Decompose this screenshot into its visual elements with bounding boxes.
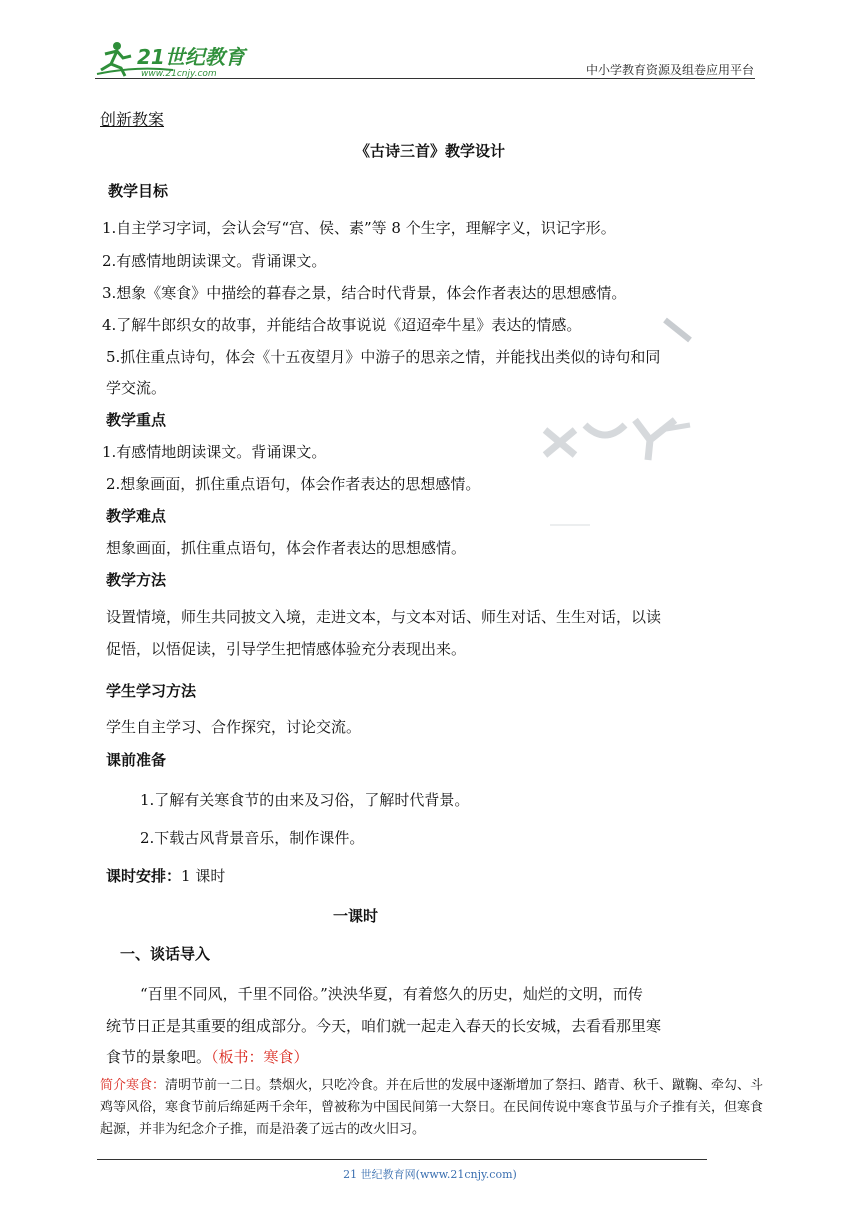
difficulty-heading: 教学难点	[106, 507, 167, 525]
part1-text-line: 统节日正是其重要的组成部分。今天，咱们就一起走入春天的长安城，去看看那里寒	[106, 1017, 662, 1035]
logo-url: www.21cnjy.com	[141, 69, 217, 79]
footer-link[interactable]: 21 世纪教育网(www.21cnjy.com)	[343, 1168, 517, 1181]
intro-note	[100, 1075, 770, 1141]
key-points-heading: 教学重点	[106, 411, 167, 429]
part1-text-line: “百里不同风，千里不同俗。”泱泱华夏，有着悠久的历史，灿烂的文明，而传	[140, 985, 643, 1003]
prep-item: 2.下载古风背景音乐，制作课件。	[140, 829, 365, 847]
document-title: 《古诗三首》教学设计	[354, 142, 505, 160]
student-method-heading: 学生学习方法	[106, 682, 197, 700]
method-text-line: 促悟，以悟促读，引导学生把情感体验充分表现出来。	[106, 640, 467, 658]
header-divider	[95, 78, 755, 79]
platform-name: 中小学教育资源及组卷应用平台	[585, 63, 754, 77]
logo-text: 21世纪教育	[137, 45, 245, 69]
footer-divider	[97, 1159, 707, 1160]
lesson-title: 一课时	[333, 907, 379, 925]
student-method-text: 学生自主学习、合作探究，讨论交流。	[106, 718, 362, 736]
section-tag: 创新教案	[100, 110, 165, 129]
key-point-item: 1.有感情地朗读课文。背诵课文。	[102, 443, 327, 461]
board-note: （板书：寒食）	[211, 1048, 309, 1066]
method-text-line: 设置情境，师生共同披文入境，走进文本，与文本对话、师生对话、生生对话，以读	[106, 608, 662, 626]
goal-item: 1.自主学习字词，会认会写“宫、侯、素”等 8 个生字，理解字义，识记字形。	[102, 219, 616, 237]
goal-item: 3.想象《寒食》中描绘的暮春之景，结合时代背景，体会作者表达的思想感情。	[102, 284, 627, 302]
schedule-value: 1 课时	[181, 867, 226, 885]
part1-text-line: 食节的景象吧。	[106, 1048, 212, 1066]
intro-note-label: 简介寒食：	[100, 1078, 166, 1093]
prep-heading: 课前准备	[106, 751, 167, 769]
goal-item-continued: 学交流。	[106, 379, 167, 397]
goal-item: 2.有感情地朗读课文。背诵课文。	[102, 252, 327, 270]
intro-note-text: 清明节前一二日。禁烟火，只吃冷食。并在后世的发展中逐渐增加了祭扫、踏青、秋千、蹴鞠、牵勾、斗鸡等风俗，寒食节前后绵延两千余年，曾被称为中国民间第一大祭日。在民间传说中寒食节虽与介子推有关，但寒食起源，并非为纪念介子推，而是沿袭了远古的改火旧习。	[100, 1078, 764, 1137]
site-logo	[95, 40, 265, 80]
goals-heading: 教学目标	[108, 182, 169, 200]
method-heading: 教学方法	[106, 571, 167, 589]
key-point-item: 2.想象画面，抓住重点语句，体会作者表达的思想感情。	[106, 475, 481, 493]
schedule-label: 课时安排：	[106, 867, 182, 885]
part1-heading: 一、谈话导入	[120, 945, 211, 963]
goal-item: 4.了解牛郎织女的故事，并能结合故事说说《迢迢牵牛星》表达的情感。	[102, 316, 582, 334]
goal-item: 5.抓住重点诗句，体会《十五夜望月》中游子的思亲之情，并能找出类似的诗句和同	[106, 348, 661, 366]
watermark-graphic	[530, 310, 700, 540]
prep-item: 1.了解有关寒食节的由来及习俗，了解时代背景。	[140, 791, 470, 809]
difficulty-text: 想象画面，抓住重点语句，体会作者表达的思想感情。	[106, 539, 467, 557]
